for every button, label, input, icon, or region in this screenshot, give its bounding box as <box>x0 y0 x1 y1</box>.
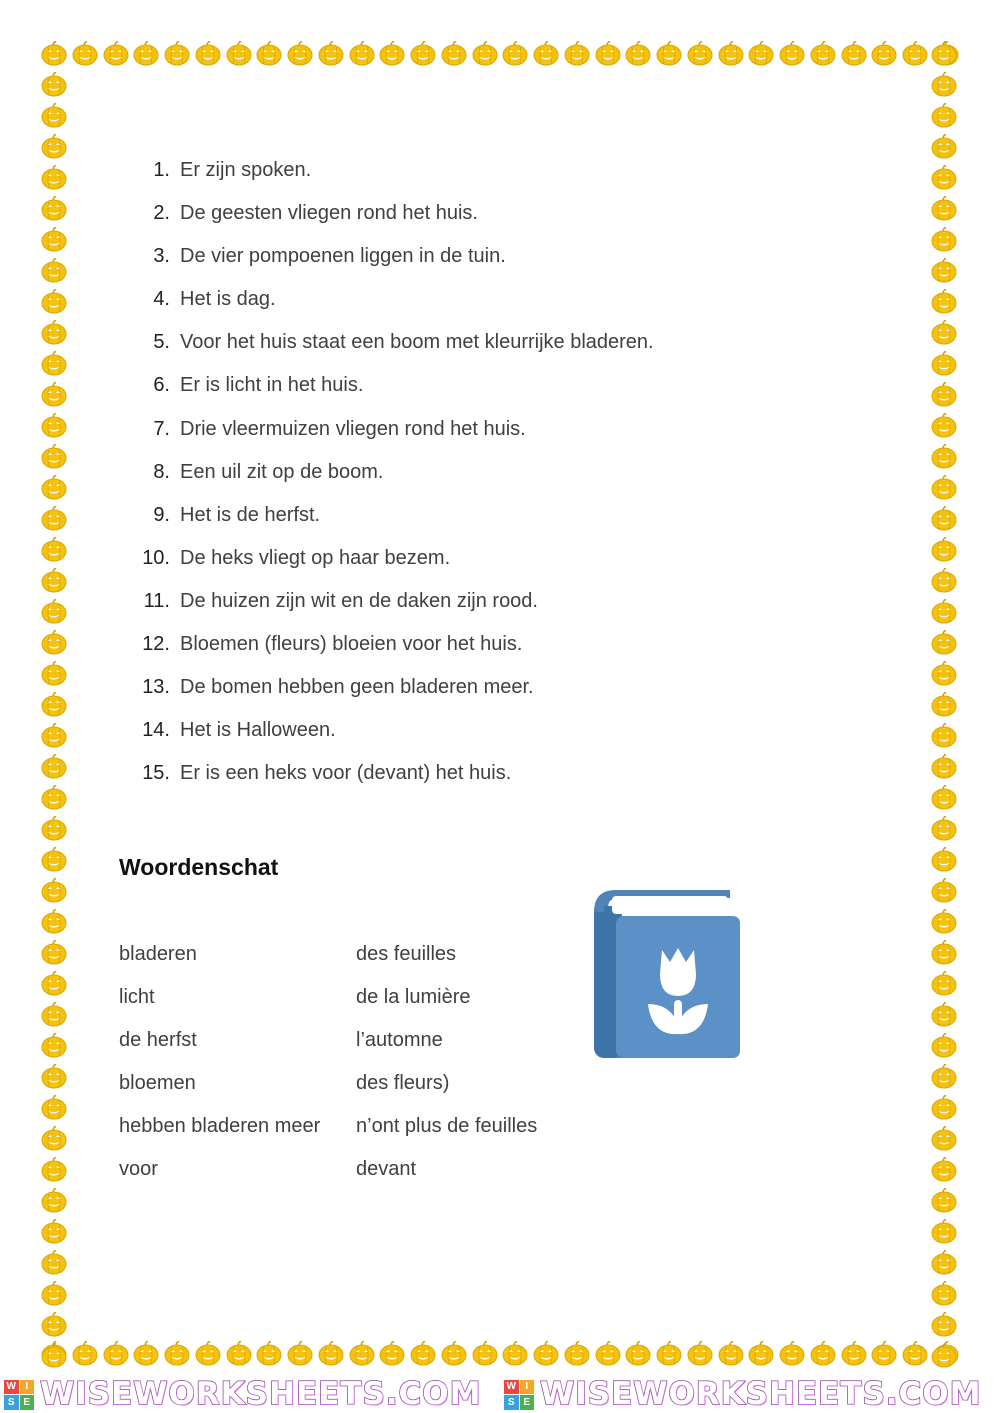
pumpkin-icon <box>40 846 68 874</box>
logo-letter: I <box>520 1380 535 1395</box>
sentence-item <box>120 195 654 238</box>
pumpkin-icon <box>40 1311 68 1339</box>
pumpkin-icon <box>778 1340 806 1368</box>
sentence-list <box>120 152 654 798</box>
sentence-text: Er is een heks voor (devant) het huis. <box>180 762 512 785</box>
sentence-number: 6. <box>153 374 170 397</box>
pumpkin-icon <box>348 1340 376 1368</box>
sentence-item <box>120 367 654 410</box>
pumpkin-icon <box>163 1340 191 1368</box>
pumpkin-icon <box>930 1125 958 1153</box>
pumpkin-border-bottom <box>40 1340 960 1370</box>
pumpkin-icon <box>930 784 958 812</box>
logo-letter: S <box>504 1395 519 1410</box>
pumpkin-icon <box>717 1340 745 1368</box>
pumpkin-icon <box>870 1340 898 1368</box>
pumpkin-icon <box>40 1063 68 1091</box>
pumpkin-icon <box>409 40 437 68</box>
french-translation: de la lumière <box>356 986 471 1009</box>
pumpkin-icon <box>40 536 68 564</box>
pumpkin-icon <box>40 1001 68 1029</box>
pumpkin-icon <box>40 660 68 688</box>
pumpkin-icon <box>930 877 958 905</box>
brand-text: WISEWORKSHEETS.COM <box>40 1376 482 1412</box>
pumpkin-icon <box>930 1187 958 1215</box>
pumpkin-icon <box>594 40 622 68</box>
pumpkin-icon <box>778 40 806 68</box>
pumpkin-icon <box>930 133 958 161</box>
footer-brand-strip <box>0 1376 1000 1413</box>
pumpkin-icon <box>930 257 958 285</box>
french-translation: des fleurs) <box>356 1072 450 1095</box>
sentence-text: De bomen hebben geen bladeren meer. <box>180 676 534 699</box>
pumpkin-icon <box>840 40 868 68</box>
vocabulary-row <box>119 1108 537 1151</box>
pumpkin-icon <box>930 846 958 874</box>
pumpkin-icon <box>286 1340 314 1368</box>
pumpkin-icon <box>930 195 958 223</box>
vocabulary-row <box>119 936 537 979</box>
pumpkin-icon <box>40 1280 68 1308</box>
pumpkin-icon <box>840 1340 868 1368</box>
sentence-number: 5. <box>153 331 170 354</box>
pumpkin-icon <box>471 40 499 68</box>
pumpkin-icon <box>194 40 222 68</box>
pumpkin-icon <box>255 40 283 68</box>
pumpkin-icon <box>40 691 68 719</box>
logo-letter: E <box>520 1395 535 1410</box>
sentence-text: De geesten vliegen rond het huis. <box>180 202 478 225</box>
sentence-item <box>120 497 654 540</box>
sentence-number: 1. <box>153 159 170 181</box>
pumpkin-icon <box>930 350 958 378</box>
pumpkin-icon <box>317 40 345 68</box>
sentence-text: Er is licht in het huis. <box>180 374 364 397</box>
pumpkin-icon <box>40 288 68 316</box>
pumpkin-icon <box>930 1218 958 1246</box>
pumpkin-icon <box>686 40 714 68</box>
pumpkin-icon <box>40 877 68 905</box>
pumpkin-icon <box>40 40 68 68</box>
sentence-text: De vier pompoenen liggen in de tuin. <box>180 245 506 268</box>
pumpkin-icon <box>532 1340 560 1368</box>
pumpkin-icon <box>930 443 958 471</box>
pumpkin-icon <box>930 381 958 409</box>
pumpkin-icon <box>930 288 958 316</box>
brand-banner <box>500 1376 1000 1413</box>
pumpkin-icon <box>930 1311 958 1339</box>
pumpkin-icon <box>40 319 68 347</box>
pumpkin-icon <box>40 722 68 750</box>
sentence-number: 3. <box>153 245 170 268</box>
pumpkin-icon <box>901 40 929 68</box>
sentence-text: Het is Halloween. <box>180 719 336 742</box>
sentence-number: 11. <box>143 589 170 612</box>
vocabulary-table <box>119 936 537 1195</box>
pumpkin-icon <box>40 598 68 626</box>
sentence-item <box>120 324 654 367</box>
sentence-number: 7. <box>153 417 170 440</box>
pumpkin-icon <box>501 40 529 68</box>
pumpkin-icon <box>40 474 68 502</box>
pumpkin-icon <box>317 1340 345 1368</box>
pumpkin-icon <box>930 598 958 626</box>
dutch-word: bloemen <box>119 1072 196 1095</box>
sentence-item <box>120 454 654 497</box>
pumpkin-icon <box>930 226 958 254</box>
pumpkin-icon <box>378 40 406 68</box>
pumpkin-icon <box>594 1340 622 1368</box>
pumpkin-icon <box>930 412 958 440</box>
pumpkin-icon <box>930 1001 958 1029</box>
pumpkin-icon <box>102 1340 130 1368</box>
pumpkin-icon <box>132 40 160 68</box>
pumpkin-icon <box>40 970 68 998</box>
pumpkin-icon <box>809 1340 837 1368</box>
pumpkin-icon <box>102 40 130 68</box>
pumpkin-icon <box>930 1280 958 1308</box>
pumpkin-icon <box>40 164 68 192</box>
pumpkin-icon <box>40 1187 68 1215</box>
pumpkin-icon <box>40 1125 68 1153</box>
pumpkin-icon <box>655 1340 683 1368</box>
pumpkin-icon <box>40 939 68 967</box>
pumpkin-icon <box>930 1032 958 1060</box>
sentence-item <box>120 281 654 324</box>
pumpkin-icon <box>40 1094 68 1122</box>
sentence-text: Het is dag. <box>180 288 276 311</box>
pumpkin-icon <box>40 815 68 843</box>
dutch-word: hebben bladeren meer <box>119 1115 321 1138</box>
pumpkin-icon <box>563 40 591 68</box>
logo-letter: W <box>504 1380 519 1395</box>
pumpkin-icon <box>40 443 68 471</box>
pumpkin-icon <box>930 1342 958 1370</box>
sentence-text: Voor het huis staat een boom met kleurrijke bladeren. <box>180 331 654 354</box>
sentence-item <box>120 540 654 583</box>
french-translation: devant <box>356 1158 417 1181</box>
flower-book-icon <box>592 886 742 1062</box>
pumpkin-icon <box>930 567 958 595</box>
french-translation: n’ont plus de feuilles <box>356 1115 538 1138</box>
sentence-item <box>120 583 654 626</box>
sentence-item <box>120 238 654 281</box>
pumpkin-border-left <box>40 40 70 1370</box>
pumpkin-icon <box>563 1340 591 1368</box>
pumpkin-icon <box>930 722 958 750</box>
pumpkin-icon <box>930 660 958 688</box>
sentence-number: 8. <box>153 460 170 483</box>
french-translation: des feuilles <box>356 943 457 965</box>
logo-letter: E <box>20 1395 35 1410</box>
vocabulary-title: Woordenschat <box>119 854 279 880</box>
brand-logo <box>4 1380 34 1410</box>
pumpkin-icon <box>194 1340 222 1368</box>
sentence-item <box>120 712 654 755</box>
pumpkin-icon <box>624 40 652 68</box>
pumpkin-icon <box>930 970 958 998</box>
sentence-item <box>120 411 654 454</box>
pumpkin-icon <box>40 505 68 533</box>
pumpkin-icon <box>163 40 191 68</box>
pumpkin-icon <box>40 784 68 812</box>
pumpkin-icon <box>930 319 958 347</box>
sentence-number: 10. <box>142 546 170 569</box>
pumpkin-icon <box>40 226 68 254</box>
dutch-word: voor <box>119 1158 158 1181</box>
pumpkin-icon <box>930 505 958 533</box>
pumpkin-icon <box>40 133 68 161</box>
french-translation: l’automne <box>356 1029 443 1052</box>
pumpkin-icon <box>930 1156 958 1184</box>
pumpkin-icon <box>40 412 68 440</box>
sentence-number: 2. <box>153 202 170 225</box>
pumpkin-icon <box>930 691 958 719</box>
logo-letter: S <box>4 1395 19 1410</box>
pumpkin-icon <box>624 1340 652 1368</box>
pumpkin-icon <box>40 908 68 936</box>
sentence-number: 9. <box>153 503 170 526</box>
pumpkin-icon <box>930 908 958 936</box>
pumpkin-icon <box>930 1094 958 1122</box>
pumpkin-icon <box>71 1340 99 1368</box>
vocabulary-row <box>119 1022 537 1065</box>
pumpkin-icon <box>930 815 958 843</box>
pumpkin-icon <box>40 71 68 99</box>
pumpkin-icon <box>930 40 958 68</box>
vocabulary-row <box>119 979 537 1022</box>
sentence-text: Drie vleermuizen vliegen rond het huis. <box>180 417 526 440</box>
pumpkin-icon <box>930 102 958 130</box>
pumpkin-icon <box>348 40 376 68</box>
vocabulary-row <box>119 1151 537 1194</box>
sentence-number: 14. <box>142 719 170 742</box>
sentence-number: 13. <box>142 676 170 699</box>
dutch-word: de herfst <box>119 1029 197 1052</box>
sentence-number: 12. <box>142 633 170 656</box>
pumpkin-icon <box>40 195 68 223</box>
pumpkin-icon <box>930 71 958 99</box>
sentence-text: De huizen zijn wit en de daken zijn rood. <box>180 589 538 612</box>
pumpkin-icon <box>747 1340 775 1368</box>
sentence-text: Er zijn spoken. <box>180 159 312 181</box>
pumpkin-icon <box>40 753 68 781</box>
pumpkin-icon <box>747 40 775 68</box>
pumpkin-icon <box>471 1340 499 1368</box>
brand-logo <box>504 1380 534 1410</box>
pumpkin-icon <box>930 536 958 564</box>
vocabulary-row <box>119 1065 537 1108</box>
pumpkin-icon <box>40 567 68 595</box>
logo-letter: W <box>4 1380 19 1395</box>
pumpkin-icon <box>286 40 314 68</box>
pumpkin-icon <box>409 1340 437 1368</box>
dutch-word: bladeren <box>119 943 197 965</box>
pumpkin-border-right <box>930 40 960 1370</box>
pumpkin-border-top <box>40 40 960 70</box>
pumpkin-icon <box>717 40 745 68</box>
pumpkin-icon <box>225 1340 253 1368</box>
pumpkin-icon <box>930 1063 958 1091</box>
pumpkin-icon <box>40 102 68 130</box>
pumpkin-icon <box>378 1340 406 1368</box>
pumpkin-icon <box>930 474 958 502</box>
pumpkin-icon <box>40 629 68 657</box>
pumpkin-icon <box>686 1340 714 1368</box>
sentence-text: De heks vliegt op haar bezem. <box>180 546 451 569</box>
pumpkin-icon <box>870 40 898 68</box>
pumpkin-icon <box>440 1340 468 1368</box>
pumpkin-icon <box>655 40 683 68</box>
pumpkin-icon <box>40 1249 68 1277</box>
pumpkin-icon <box>930 629 958 657</box>
sentence-item <box>120 152 654 195</box>
pumpkin-icon <box>71 40 99 68</box>
pumpkin-icon <box>809 40 837 68</box>
brand-banner <box>0 1376 500 1413</box>
pumpkin-icon <box>40 1218 68 1246</box>
pumpkin-icon <box>901 1340 929 1368</box>
brand-text: WISEWORKSHEETS.COM <box>540 1376 982 1412</box>
pumpkin-icon <box>532 40 560 68</box>
sentence-number: 4. <box>153 288 170 311</box>
logo-letter: I <box>20 1380 35 1395</box>
dutch-word: licht <box>119 986 155 1009</box>
pumpkin-icon <box>440 40 468 68</box>
pumpkin-icon <box>501 1340 529 1368</box>
pumpkin-icon <box>40 381 68 409</box>
sentence-item <box>120 626 654 669</box>
sentence-item <box>120 669 654 712</box>
pumpkin-icon <box>225 40 253 68</box>
sentence-number: 15. <box>142 762 170 785</box>
pumpkin-icon <box>930 939 958 967</box>
pumpkin-icon <box>930 753 958 781</box>
pumpkin-icon <box>40 1342 68 1370</box>
sentence-text: Bloemen (fleurs) bloeien voor het huis. <box>180 633 523 656</box>
sentence-text: Een uil zit op de boom. <box>180 460 384 483</box>
pumpkin-icon <box>930 1249 958 1277</box>
sentence-text: Het is de herfst. <box>180 503 321 526</box>
pumpkin-icon <box>40 257 68 285</box>
pumpkin-icon <box>132 1340 160 1368</box>
pumpkin-icon <box>930 164 958 192</box>
sentence-item <box>120 755 654 798</box>
pumpkin-icon <box>40 1156 68 1184</box>
pumpkin-icon <box>40 1032 68 1060</box>
pumpkin-icon <box>255 1340 283 1368</box>
pumpkin-icon <box>40 350 68 378</box>
